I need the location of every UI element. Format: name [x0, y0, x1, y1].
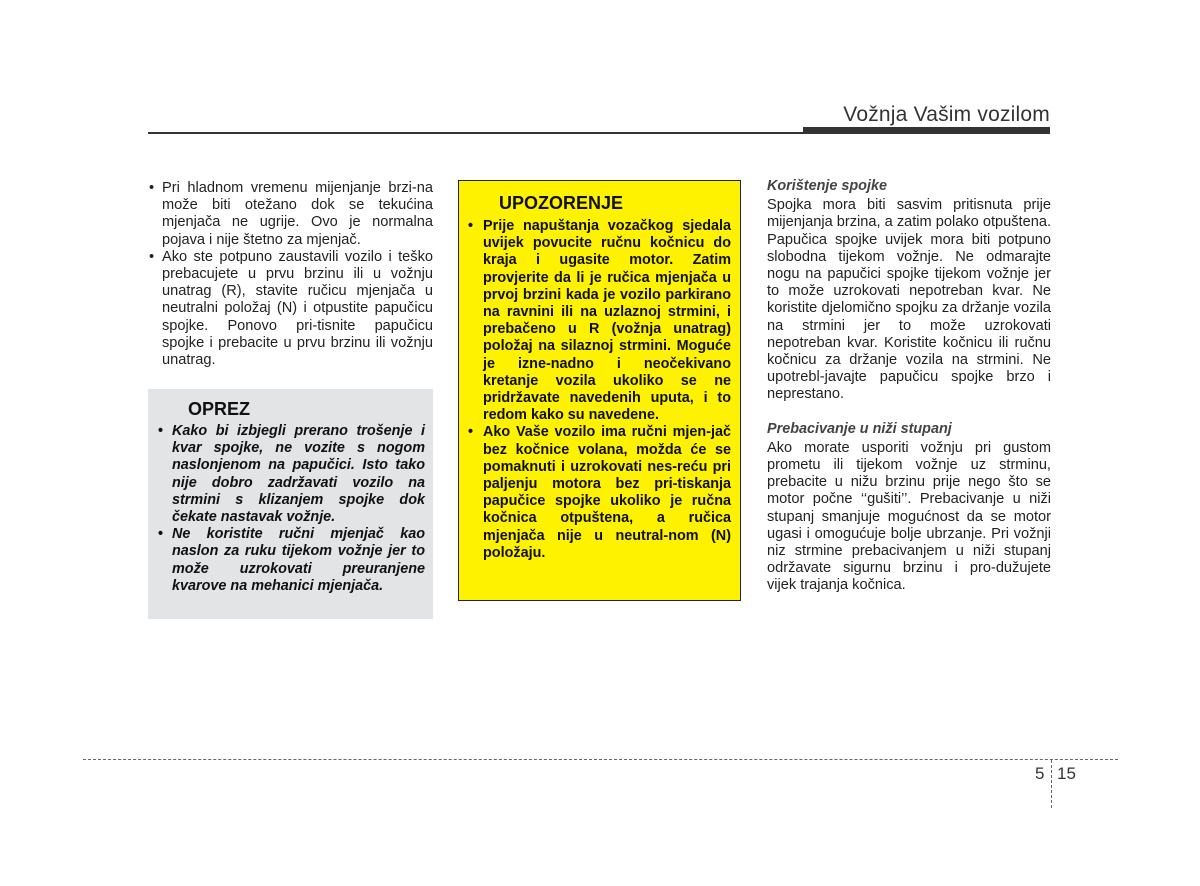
warning-list — [467, 218, 731, 562]
caution-list — [156, 423, 425, 595]
section-clutch — [767, 178, 1051, 404]
section-downshift — [767, 421, 1051, 595]
left-column — [148, 180, 433, 369]
section-text: Spojka mora biti sasvim pritisnuta prije mijenjanja brzina, a zatim polako otpuštena. Papučica spojke uvijek mora biti potpuno slobodna tijekom vožnje. Ne odmarajte nogu na papučici spojke tijekom vožnje jer to može uzrokovati nepotreban kvar. Ne koristite djelomično spojku za držanje vozila na strmini jer to može uzrokovati nepotreban kvar. Koristite kočnicu ili ručnu kočnicu za držanje vozila na strmini. Ne upotrebl-javajte papučicu spojke brzo i neprestano. — [767, 197, 1051, 403]
bullet-list — [148, 180, 433, 369]
section-heading: Prebacivanje u niži stupanj — [767, 420, 952, 437]
warning-title: UPOZORENJE — [499, 193, 624, 213]
list-item: • Ako ste potpuno zaustavili vozilo i teško prebacujete u prvu brzinu ili u vožnju unatrag (R), stavite ručicu mjenjača u neutralni položaj (N) i otpustite papučicu spojke. Ponovo pri-tisnite papučicu spojke i prebacite u prvu brzinu ili vožnju unatrag. — [148, 249, 433, 369]
list-item: • Prije napuštanja vozačkog sjedala uvijek povucite ručnu kočnicu do kraja i ugasite motor. Zatim provjerite da li je ručica mjenjača u prvoj brzini kada je vozilo parkirano na ravnini ili na uzlaznoj strmini, i prebačeno u R (vožnja unatrag) položaj na silaznoj strmini. Moguće je izne-nadno i neočekivano kretanje vozila ukoliko se ne pridržavate navedenih uputa, i to redom kako su navedene. — [467, 218, 731, 424]
page-number-divider — [1051, 760, 1052, 808]
caution-box — [148, 389, 433, 619]
list-item: • Kako bi izbjegli prerano trošenje i kvar spojke, ne vozite s nogom naslonjenom na papučici. Isto tako nije dobro zadržavati vozilo na strmini s klizanjem spojke dok čekate nastavak vožnje. — [156, 423, 425, 526]
footer-rule — [83, 759, 1118, 760]
header-rule-accent — [803, 127, 1050, 134]
caution-title: OPREZ — [188, 399, 251, 419]
right-column — [767, 178, 1051, 595]
list-item: • Ne koristite ručni mjenjač kao naslon za ruku tijekom vožnje jer to može uzrokovati preuranjene kvarove na mehanici mjenjača. — [156, 526, 425, 595]
section-title: Vožnja Vašim vozilom — [843, 103, 1050, 126]
warning-box — [458, 180, 741, 601]
page-number: 15 — [1057, 764, 1076, 783]
chapter-number: 5 — [1035, 764, 1045, 783]
list-item: • Pri hladnom vremenu mijenjanje brzi-na može biti otežano dok se tekućina mjenjača ne ugrije. Ovo je normalna pojava i nije štetno za mjenjač. — [148, 180, 433, 249]
list-item: • Ako Vaše vozilo ima ručni mjen-jač bez kočnice volana, možda će se pomaknuti i uzrokovati nes-reću pri paljenju motora bez pri-tiskanja papučice spojke ukoliko je ručna kočnica otpuštena, a ručica mjenjača nije u neutral-nom (N) položaju. — [467, 424, 731, 562]
section-heading: Korištenje spojke — [767, 178, 887, 194]
section-text: Ako morate usporiti vožnju pri gustom prometu ili tijekom vožnje uz strminu, prebacite u nižu brzinu prije nego što se motor počne ‘‘gušiti’’. Prebacivanje u niži stupanj smanjuje mogućnost da se motor ugasi i omogućuje bolje ubrzanje. Pri vožnji niz strmine prebacivanjem u niži stupanj održavate sigurnu brzinu i pro-dužujete vijek trajanja kočnica. — [767, 439, 1051, 594]
